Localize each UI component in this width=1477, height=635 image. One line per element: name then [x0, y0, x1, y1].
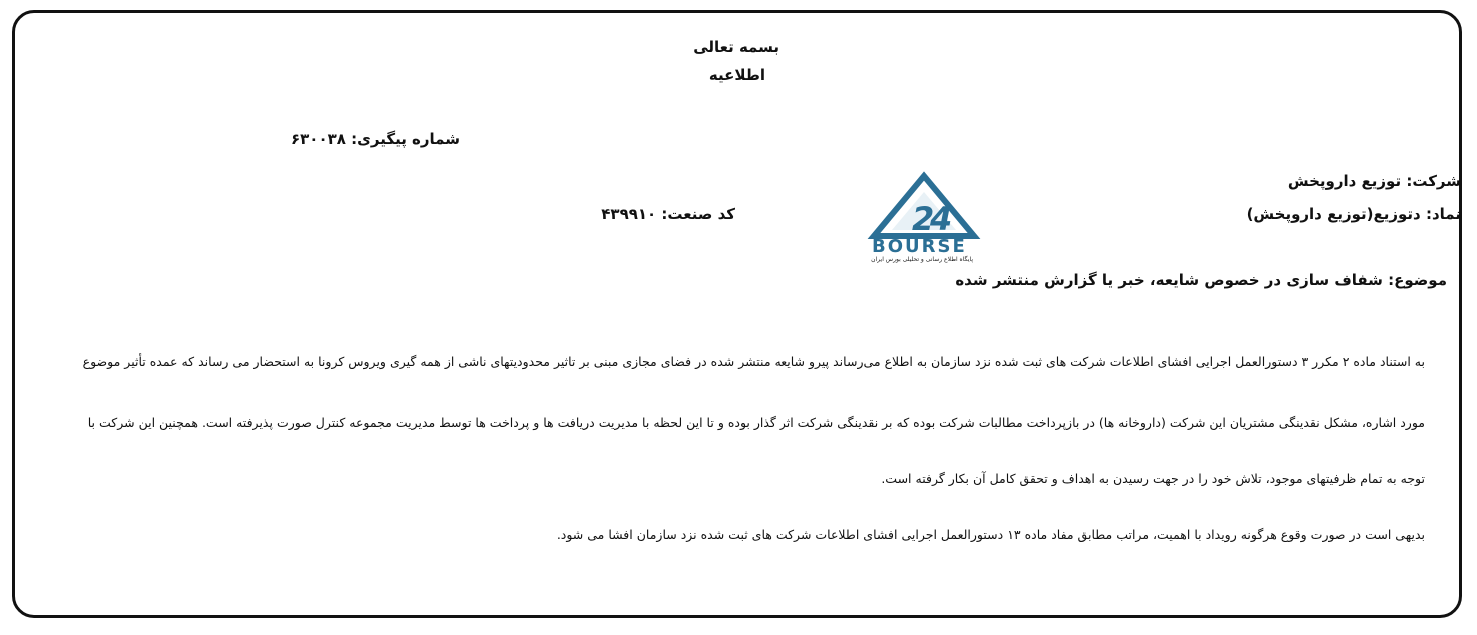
company-name: شرکت: توزیع داروپخش — [1287, 172, 1461, 190]
logo-wordmark: BOURSE — [872, 236, 967, 257]
body-line: مورد اشاره، مشکل نقدینگی مشتریان این شرکت (داروخانه ها) در بازپرداخت مطالبات شرکت بوده که بر نقدینگی شرکت اثر گذار بوده و تا این لحظه با مدیریت دریافت ها و پرداخت ها توسط مدیریت مجموعه کنترل صورت پذیرفته است. همچنین این شرکت با — [87, 415, 1425, 430]
svg-text:4: 4 — [930, 200, 953, 238]
body-line: توجه به تمام ظرفیتهای موجود، تلاش خود را در جهت رسیدن به اهداف و تحقق کامل آن بکار گرفته است. — [881, 471, 1425, 486]
page-title: اطلاعیه — [708, 66, 765, 84]
body-line: بدیهی است در صورت وقوع هرگونه رویداد با اهمیت، مراتب مطابق مفاد ماده ۱۳ دستورالعمل اجرایی افشای اطلاعات شرکت های ثبت شده نزد سازمان افشا می شود. — [556, 527, 1425, 542]
subject-line: موضوع: شفاف سازی در خصوص شایعه، خبر یا گزارش منتشر شده — [955, 271, 1447, 289]
invocation-heading: بسمه تعالی — [693, 38, 779, 56]
svg-text:2: 2 — [912, 200, 935, 238]
body-line: به استناد ماده ۲ مکرر ۳ دستورالعمل اجرایی افشای اطلاعات شرکت های ثبت شده نزد سازمان به اطلاع می‌رساند پیرو شایعه منتشر شده در فضای مجازی مبنی بر تاثیر محدودیتهای ناشی از همه گیری ویروس کرونا به استحضار می رساند که عمده تأثیر موضوع — [82, 354, 1425, 369]
industry-code: کد صنعت: ۴۳۹۹۱۰ — [601, 205, 735, 223]
tracking-number: شماره پیگیری: ۶۳۰۰۳۸ — [291, 130, 460, 148]
symbol-name: نماد: دتوزیع(توزیع داروپخش) — [1246, 205, 1461, 223]
logo-tagline: پایگاه اطلاع رسانی و تحلیلی بورس ایران — [871, 256, 973, 263]
